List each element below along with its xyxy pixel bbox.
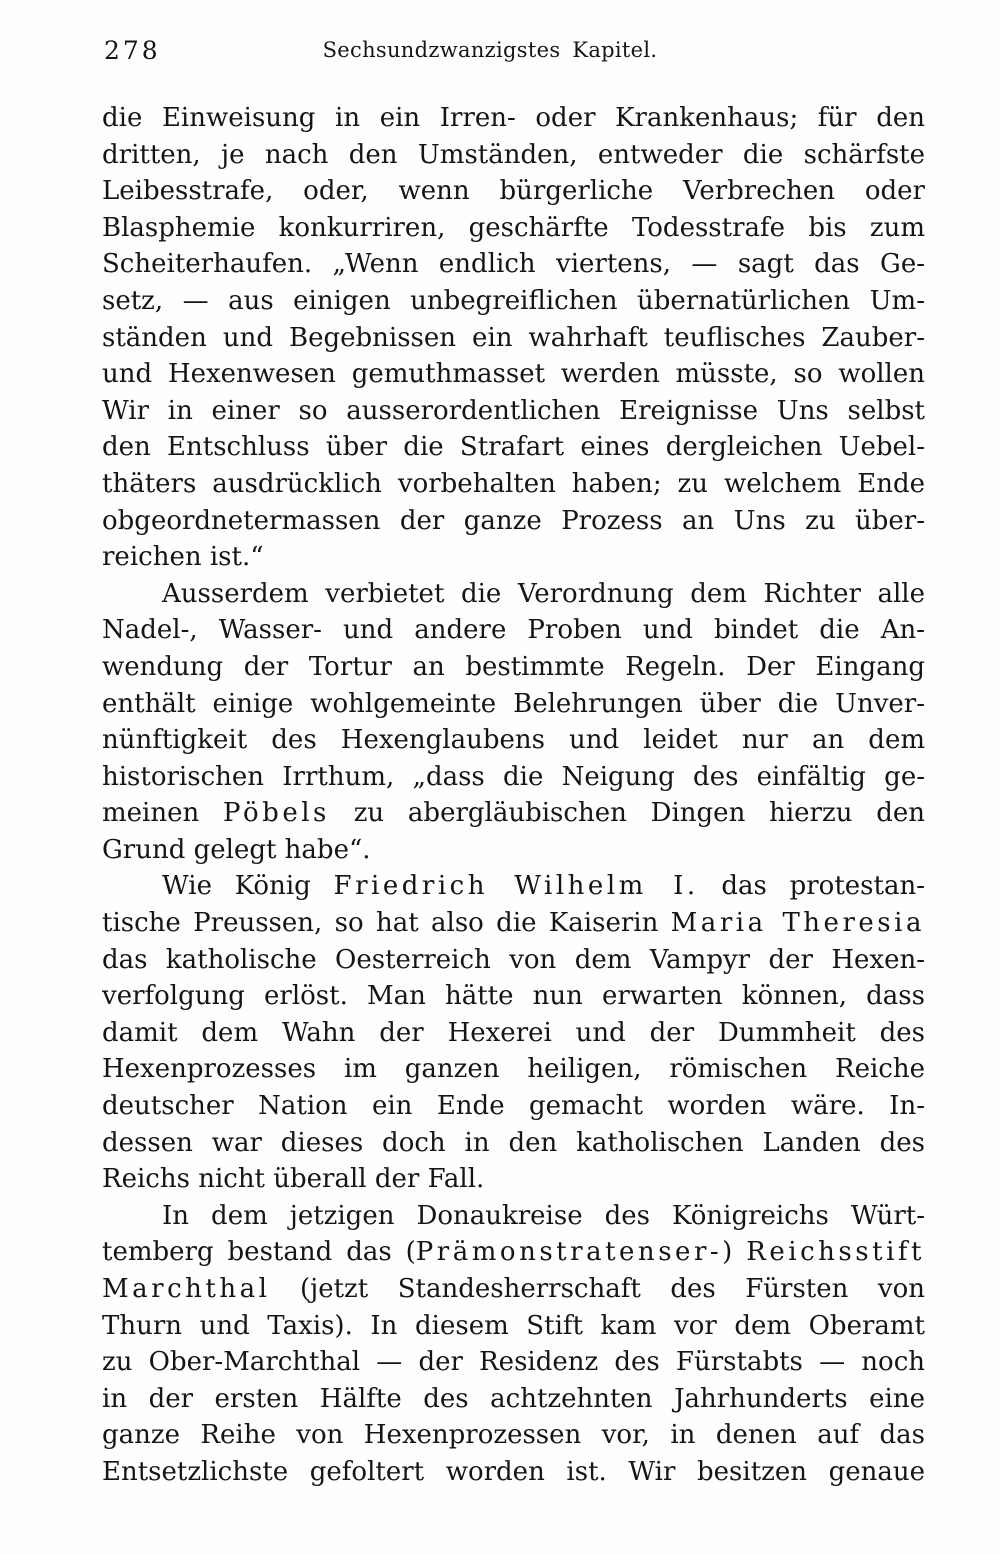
- text-line: [102, 137, 925, 174]
- text-segment: Reichs nicht überall der Fall.: [102, 1164, 485, 1195]
- text-segment: In dem jetzigen Donaukreise des Königreichs Würt-: [162, 1200, 925, 1231]
- text-segment: Thurn und Taxis). In diesem Stift kam vor dem Oberamt: [102, 1310, 925, 1341]
- text-line: [102, 612, 925, 649]
- text-line: [102, 1198, 925, 1235]
- text-line: [102, 466, 925, 503]
- text-line: [102, 1308, 925, 1345]
- text-line: [102, 686, 925, 723]
- page-number: 278: [104, 36, 161, 65]
- text-line: [102, 1051, 925, 1088]
- text-segment: (jetzt Standesherrschaft des Fürsten von: [270, 1274, 925, 1304]
- text-segment: tische Preussen, so hat also die Kaiserin: [102, 908, 671, 939]
- text-line: [102, 722, 925, 759]
- letterspaced-text-segment: Friedrich Wilhelm I.: [333, 871, 699, 902]
- text-segment: dessen war dieses doch in den katholischen Landen des: [102, 1127, 925, 1158]
- text-line: [102, 1417, 925, 1454]
- text-segment: nünftigkeit des Hexenglaubens und leidet nur an dem: [102, 725, 925, 756]
- text-segment: zu Ober-Marchthal — der Residenz des Fürstabts — noch: [102, 1347, 925, 1378]
- text-segment: Nadel-, Wasser- und andere Proben und bindet die An-: [102, 615, 925, 646]
- text-line: [102, 1015, 925, 1052]
- page-body-text: [102, 100, 925, 1491]
- text-line: [102, 942, 925, 979]
- text-line: [102, 832, 925, 869]
- text-line: [102, 1125, 925, 1162]
- text-line: [102, 576, 925, 613]
- text-segment: meinen: [102, 798, 224, 829]
- letterspaced-text-segment: Marchthal: [102, 1274, 271, 1304]
- text-line: [102, 503, 925, 540]
- letterspaced-text-segment: Maria Theresia: [670, 908, 925, 939]
- text-line: [102, 1344, 925, 1381]
- text-segment: das protestan-: [698, 871, 925, 902]
- text-segment: zu abergläubischen Dingen hierzu den: [329, 798, 925, 829]
- text-segment: obgeordnetermassen der ganze Prozess an Uns zu über-: [102, 505, 925, 536]
- text-line: [102, 393, 925, 430]
- text-line: [102, 100, 925, 137]
- text-segment: temberg bestand das (: [102, 1237, 416, 1268]
- text-line: [102, 795, 925, 832]
- text-line: [102, 173, 925, 210]
- text-line: [102, 320, 925, 357]
- text-line: [102, 356, 925, 393]
- text-line: [102, 905, 925, 942]
- text-segment: Entsetzlichste gefoltert worden ist. Wir besitzen genaue: [102, 1456, 925, 1487]
- text-line: [102, 1454, 925, 1491]
- text-line: [102, 868, 925, 905]
- text-segment: enthält einige wohlgemeinte Belehrungen über die Unver-: [102, 688, 925, 719]
- text-line: [102, 1381, 925, 1418]
- text-segment: ): [722, 1237, 747, 1268]
- text-segment: Grund gelegt habe“.: [102, 834, 371, 865]
- text-segment: thäters ausdrücklich vorbehalten haben; zu welchem Ende: [102, 468, 925, 499]
- text-segment: in der ersten Hälfte des achtzehnten Jahrhunderts eine: [102, 1383, 925, 1414]
- text-segment: Hexenprozesses im ganzen heiligen, römischen Reiche: [102, 1054, 925, 1085]
- text-segment: Wir in einer so ausserordentlichen Ereignisse Uns selbst: [102, 395, 925, 426]
- text-segment: das katholische Oesterreich von dem Vampyr der Hexen-: [102, 944, 925, 975]
- text-line: [102, 759, 925, 796]
- text-segment: damit dem Wahn der Hexerei und der Dummheit des: [102, 1017, 925, 1048]
- text-line: [102, 210, 925, 247]
- text-segment: Wie König: [162, 871, 334, 902]
- text-segment: und Hexenwesen gemuthmasset werden müsste, so wollen: [102, 359, 925, 390]
- text-line: [102, 978, 925, 1015]
- text-segment: ganze Reihe von Hexenprozessen vor, in denen auf das: [102, 1420, 925, 1451]
- text-segment: verfolgung erlöst. Man hätte nun erwarten können, dass: [102, 981, 925, 1012]
- text-line: [102, 1161, 925, 1198]
- text-segment: Leibesstrafe, oder, wenn bürgerliche Verbrechen oder: [102, 176, 925, 207]
- text-segment: historischen Irrthum, „dass die Neigung des einfältig ge-: [102, 761, 925, 792]
- text-line: [102, 1088, 925, 1125]
- letterspaced-text-segment: Pöbels: [223, 798, 330, 829]
- letterspaced-text-segment: Prämonstratenser-: [415, 1237, 723, 1268]
- page-header: [0, 0, 1000, 90]
- text-line: [102, 649, 925, 686]
- text-segment: ständen und Begebnissen ein wahrhaft teuflisches Zauber-: [102, 322, 925, 353]
- running-header-chapter-title: Sechsundzwanzigstes Kapitel.: [322, 38, 658, 62]
- text-segment: Blasphemie konkurriren, geschärfte Todesstrafe bis zum: [102, 212, 925, 243]
- text-line: [102, 1271, 925, 1308]
- text-line: [102, 246, 925, 283]
- text-segment: die Einweisung in ein Irren- oder Krankenhaus; für den: [102, 103, 925, 133]
- text-segment: Ausserdem verbietet die Verordnung dem Richter alle: [162, 578, 925, 609]
- text-line: [102, 429, 925, 466]
- text-segment: wendung der Tortur an bestimmte Regeln. Der Eingang: [102, 651, 925, 682]
- text-segment: deutscher Nation ein Ende gemacht worden wäre. In-: [102, 1091, 925, 1122]
- text-segment: dritten, je nach den Umständen, entweder die schärfste: [102, 139, 925, 170]
- text-segment: reichen ist.“: [102, 542, 264, 573]
- text-segment: den Entschluss über die Strafart eines dergleichen Uebel-: [102, 432, 925, 463]
- text-line: [102, 283, 925, 320]
- text-line: [102, 539, 925, 576]
- letterspaced-text-segment: Reichsstift: [746, 1237, 925, 1268]
- text-segment: setz, — aus einigen unbegreiflichen übernatürlichen Um-: [102, 285, 925, 316]
- text-line: [102, 1234, 925, 1271]
- text-segment: Scheiterhaufen. „Wenn endlich viertens, — sagt das Ge-: [102, 249, 925, 280]
